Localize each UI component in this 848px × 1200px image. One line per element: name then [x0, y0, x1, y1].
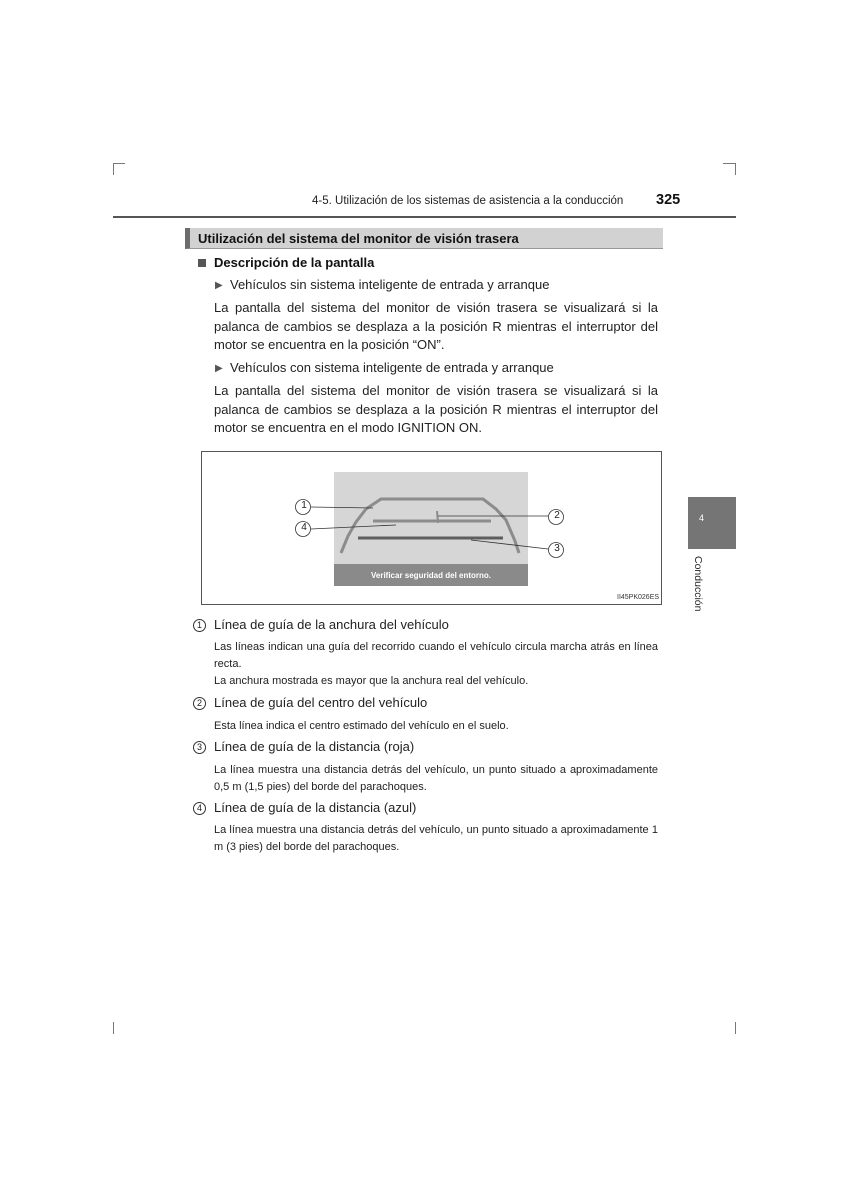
- legend-title: Línea de guía de la distancia (azul): [214, 800, 417, 815]
- chapter-label: Conducción: [692, 556, 704, 612]
- crop-mark-top-left-h: [113, 163, 125, 164]
- running-header: 4-5. Utilización de los sistemas de asistencia a la conducción: [312, 195, 624, 207]
- legend-title: Línea de guía del centro del vehículo: [214, 695, 428, 710]
- triangle-bullet-icon: ▶: [215, 280, 223, 291]
- legend-number: 3: [193, 741, 206, 754]
- figure-code: II45PK026ES: [617, 594, 660, 601]
- legend-number: 1: [193, 619, 206, 632]
- legend-title: Línea de guía de la anchura del vehículo: [214, 617, 449, 632]
- legend-title: Línea de guía de la distancia (roja): [214, 739, 415, 754]
- callout-label: 2: [554, 510, 560, 521]
- header-rule: [113, 216, 736, 218]
- crop-mark-top-right-h: [723, 163, 735, 164]
- section-title: Utilización del sistema del monitor de visión trasera: [198, 231, 519, 246]
- item-paragraph: La pantalla del sistema del monitor de visión trasera se visualizará si la palanca de cambios se desplaza a la posición R mientras el interruptor del motor se encuentra en el modo IGNITION ON.: [214, 383, 658, 435]
- legend-desc: La línea muestra una distancia detrás del vehículo, un punto situado a aproximadamente 0,5 m (1,5 pies) del borde del parachoques.: [214, 764, 658, 793]
- legend-desc: La anchura mostrada es mayor que la anchura real del vehículo.: [214, 675, 529, 687]
- callout-label: 3: [554, 543, 560, 554]
- square-bullet-icon: [198, 259, 206, 267]
- item-label: Vehículos con sistema inteligente de entrada y arranque: [230, 360, 554, 375]
- center-guide-line: [437, 511, 438, 523]
- chapter-tab: [688, 497, 736, 549]
- chapter-number: 4: [699, 513, 705, 523]
- legend-number: 4: [193, 802, 206, 815]
- legend-desc: Las líneas indican una guía del recorrido cuando el vehículo circula marcha atrás en línea recta.: [214, 641, 658, 670]
- crop-mark-bottom-right-v: [735, 1022, 736, 1034]
- item-label: Vehículos sin sistema inteligente de entrada y arranque: [230, 277, 550, 292]
- crop-mark-top-left-v: [113, 163, 114, 175]
- callout-label: 4: [301, 522, 307, 533]
- callout-label: 1: [301, 500, 307, 511]
- legend-desc: Esta línea indica el centro estimado del vehículo en el suelo.: [214, 720, 509, 732]
- screen-caption: Verificar seguridad del entorno.: [370, 571, 492, 580]
- page-number: 325: [656, 192, 681, 208]
- legend-number: 2: [193, 697, 206, 710]
- triangle-bullet-icon: ▶: [215, 363, 223, 374]
- subsection-title: Descripción de la pantalla: [214, 255, 375, 270]
- legend-desc: La línea muestra una distancia detrás del vehículo, un punto situado a aproximadamente 1 m (3 pies) del borde del parachoques.: [214, 824, 658, 853]
- item-paragraph: La pantalla del sistema del monitor de visión trasera se visualizará si la palanca de cambios se desplaza a la posición R mientras el interruptor del motor se encuentra en la posición “ON”.: [214, 300, 658, 352]
- rear-view-monitor-illustration: [201, 451, 662, 605]
- crop-mark-top-right-v: [735, 163, 736, 175]
- crop-mark-bottom-left-v: [113, 1022, 114, 1034]
